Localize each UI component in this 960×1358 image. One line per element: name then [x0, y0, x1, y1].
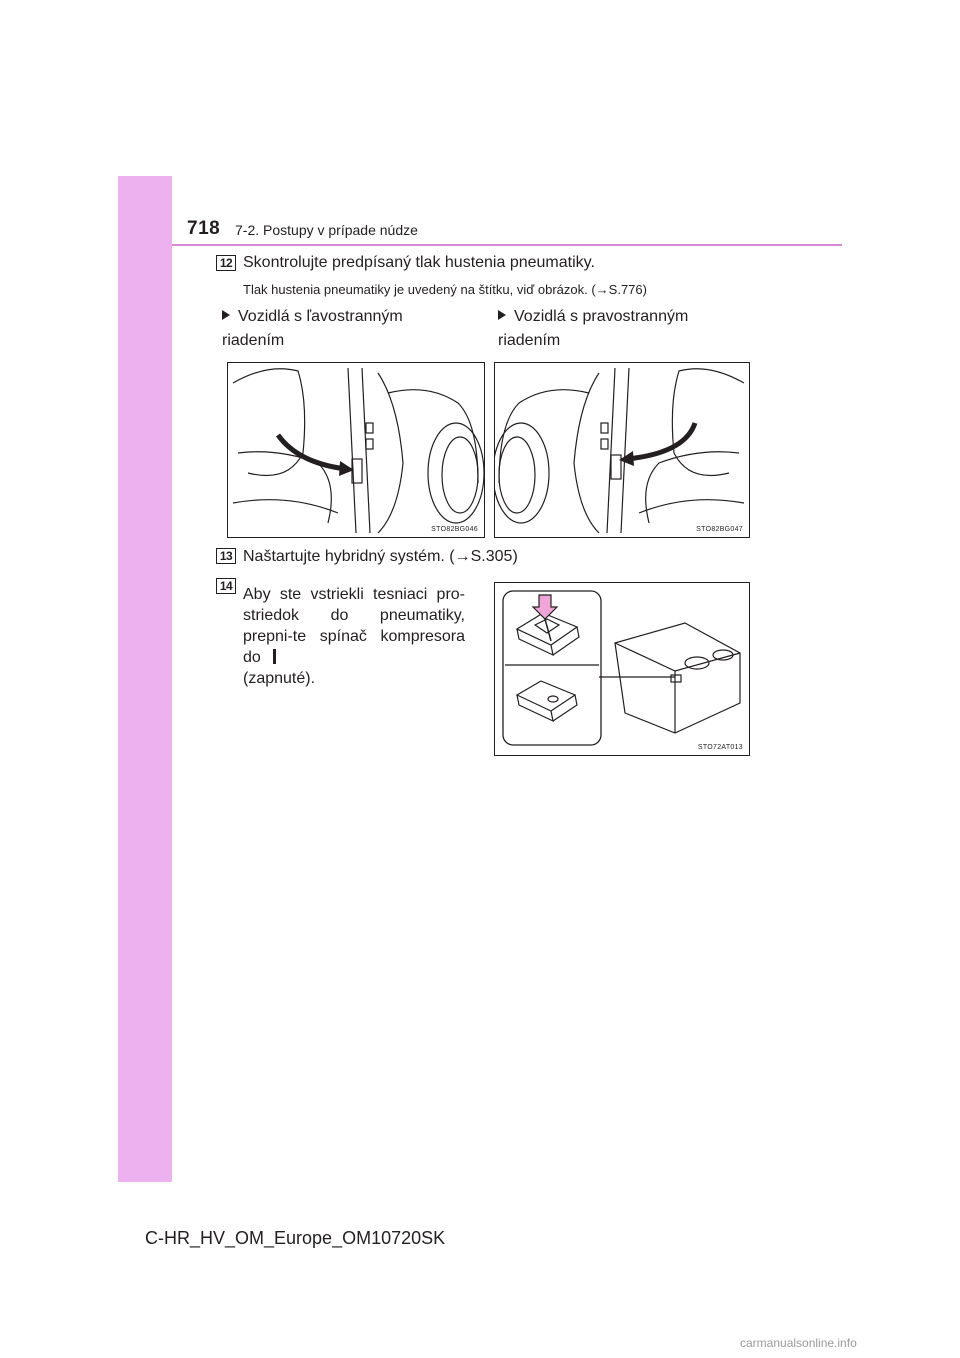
- curved-arrow-icon: [278, 435, 346, 469]
- sidebar-tab: [118, 176, 172, 1182]
- step-number-13: 13: [216, 548, 236, 564]
- step-12-text: Skontrolujte predpísaný tlak hustenia pneumatiky.: [243, 254, 595, 271]
- on-symbol-icon: [273, 649, 276, 664]
- door-pillar-illustration-right: [495, 363, 749, 537]
- figure-left-hand-drive: [227, 362, 485, 538]
- triangle-bullet-icon: [222, 310, 230, 320]
- step-number-12: 12: [216, 255, 236, 271]
- figure-right-hand-drive: [494, 362, 750, 538]
- step-12-note: Tlak hustenia pneumatiky je uvedený na štítku, viď obrázok. (→S.776): [243, 282, 647, 297]
- triangle-bullet-icon: [498, 310, 506, 320]
- press-arrow-icon: [533, 595, 557, 619]
- step-number-14: 14: [216, 578, 236, 594]
- page-number: 718: [187, 218, 221, 239]
- curved-arrow-icon: [627, 423, 695, 459]
- step-13-text: Naštartujte hybridný systém. (→S.305): [243, 548, 518, 565]
- header-rule: [172, 244, 842, 246]
- figure-code-compressor: STO72AT013: [697, 744, 743, 751]
- figure-compressor-switch: [494, 582, 750, 756]
- door-pillar-illustration-left: [228, 363, 484, 537]
- step-14-text: Aby ste vstriekli tesniaci pro-striedok do pneumatiky, prepni-te spínač kompresora do (zapnuté).: [243, 586, 465, 687]
- caption-right: Vozidlá s pravostranným riadením: [498, 308, 689, 349]
- watermark: carmanualsonline.info: [740, 1336, 857, 1350]
- footer-document-id: C-HR_HV_OM_Europe_OM10720SK: [145, 1228, 446, 1248]
- compressor-switch-illustration: [495, 583, 749, 755]
- section-title: 7-2. Postupy v prípade núdze: [235, 222, 418, 238]
- caption-left: Vozidlá s ľavostranným riadením: [222, 308, 403, 349]
- figure-code-right: STO82BG047: [696, 526, 743, 533]
- figure-code-left: STO82BG046: [431, 526, 478, 533]
